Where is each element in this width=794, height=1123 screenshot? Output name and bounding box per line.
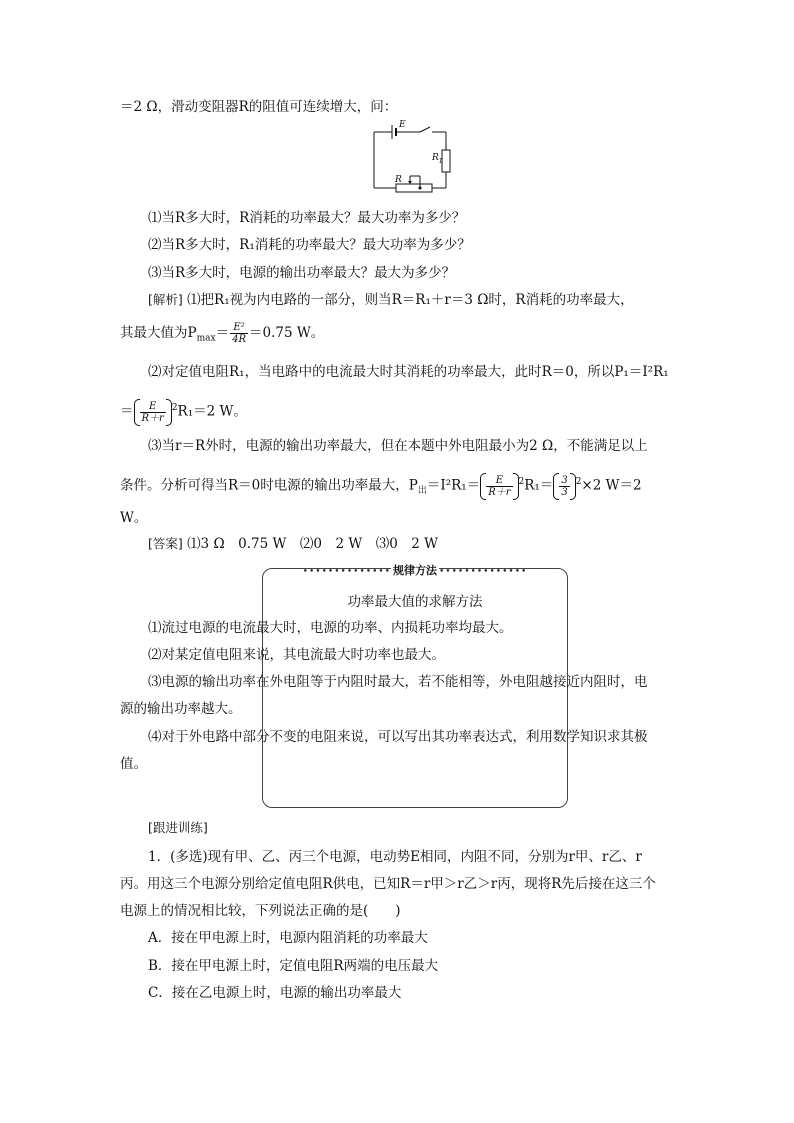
question-1: ⑴当R多大时，R消耗的功率最大？最大功率为多少？	[148, 210, 466, 226]
circuit-label-e: E	[399, 120, 406, 130]
answer-tag: [答案]	[148, 536, 183, 551]
training-question-line-2: 丙。用这三个电源分别给定值电阻R供电，已知R＝r甲＞r乙＞r丙，现将R先后接在这三个	[120, 876, 656, 892]
answer-line: [答案] ⑴3 Ω 0.75 W ⑵0 2 W ⑶0 2 W	[148, 536, 439, 552]
analysis-line-7: W。	[120, 510, 148, 526]
training-question-line-1: 1．(多选)现有甲、乙、丙三个电源，电动势E相同，内阻不同，分别为r甲、r乙、r	[148, 849, 642, 865]
analysis-line-1: [解析] ⑴把R₁视为内电路的一部分，则当R＝R₁＋r＝3 Ω时，R消耗的功率最大，	[148, 292, 634, 308]
method-item-1: ⑴流过电源的电流最大时，电源的功率、内损耗功率均最大。	[148, 620, 513, 636]
circuit-label-r1: $R_1$	[432, 153, 443, 165]
option-c: C．接在乙电源上时，电源的输出功率最大	[148, 985, 402, 1001]
analysis-line-6: 条件。分析可得当R＝0时电源的输出功率最大，$P_出=I^2R_1=$ $\frac{E}{R+r}$ $^2$R₁＝ $\frac{3}{3}$ $^2$×2 W＝2	[120, 474, 642, 498]
analysis-line-5: ⑶当r＝R外时，电源的输出功率最大，但在本题中外电阻最小为2 Ω，不能满足以上	[148, 438, 648, 454]
intro-line: ＝2 Ω，滑动变阻器R的阻值可连续增大，问：	[120, 99, 398, 115]
question-2: ⑵当R多大时，R₁消耗的功率最大？最大功率为多少？	[148, 237, 471, 253]
method-item-2: ⑵对某定值电阻来说，其电流最大时功率也最大。	[148, 647, 445, 663]
circuit-diagram	[370, 122, 460, 194]
method-item-3: ⑶电源的输出功率在外电阻等于内阻时最大，若不能相等，外电阻越接近内阻时，电	[148, 674, 648, 690]
analysis-line-4: ＝ $\frac{E}{R+r}$ $^2$R₁＝2 W。	[120, 400, 247, 424]
training-tag: [跟进训练]	[148, 820, 208, 835]
analysis-line-2: 其最大值为$P_{max}=$ $\frac{\text{E²}}{4R}$ ＝0.75 W。	[120, 322, 325, 345]
circuit-label-r: R	[395, 175, 402, 185]
method-item-4-cont: 值。	[120, 756, 147, 772]
method-box-label: 规律方法	[393, 564, 437, 577]
option-a: A．接在甲电源上时，电源内阻消耗的功率最大	[148, 930, 428, 946]
analysis-line-3: ⑵对定值电阻R₁，当电路中的电流最大时其消耗的功率最大，此时R＝0，所以P₁＝I²R₁	[148, 364, 669, 380]
question-3: ⑶当R多大时，电源的输出功率最大？最大为多少？	[148, 265, 456, 281]
method-item-4: ⑷对于外电路中部分不变的电阻来说，可以写出其功率表达式，利用数学知识求其极	[148, 729, 648, 745]
method-item-3-cont: 源的输出功率越大。	[120, 701, 242, 717]
analysis-tag: [解析]	[148, 292, 183, 307]
option-b: B．接在甲电源上时，定值电阻R两端的电压最大	[148, 958, 439, 974]
method-box-header: •••••••••••••• 规律方法 ••••••••••••••	[302, 564, 528, 577]
training-question-line-3: 电源上的情况相比较，下列说法正确的是( )	[120, 903, 401, 919]
method-box-title: 功率最大值的求解方法	[347, 594, 483, 610]
